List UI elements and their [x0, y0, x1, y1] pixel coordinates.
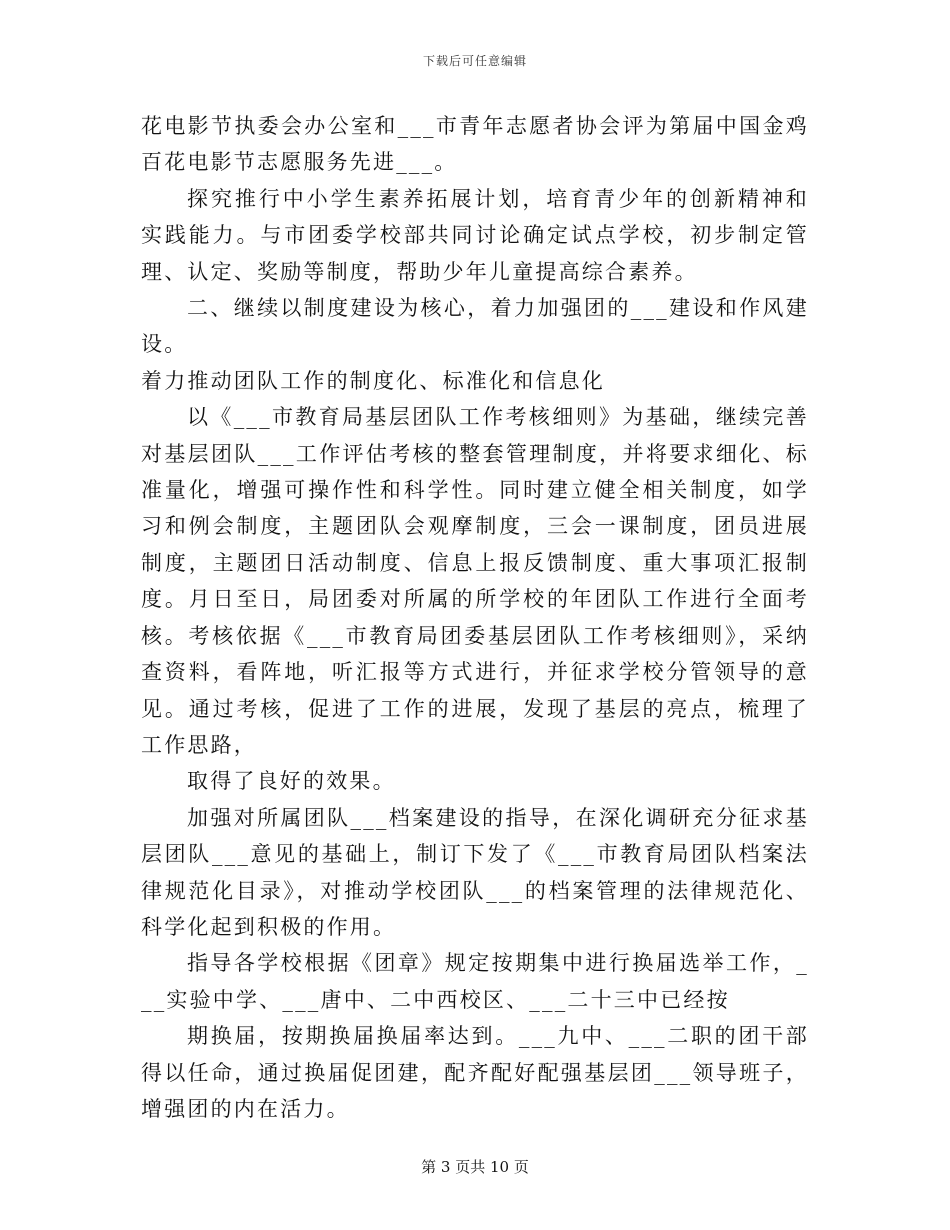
document-body — [141, 108, 809, 1127]
section-heading: 二、继续以制度建设为核心，着力加强团的___建设和作风建设。 — [141, 296, 809, 357]
paragraph: 期换届，按期换届换届率达到。___九中、___二职的团干部得以任命，通过换届促团建，配齐配好配强基层团___领导班子，增强团的内在活力。 — [141, 1024, 809, 1121]
paragraph: 取得了良好的效果。 — [187, 769, 396, 794]
paragraph: 加强对所属团队___档案建设的指导，在深化调研充分征求基层团队___意见的基础上，制订下发了《___市教育局团队档案法律规范化目录》，对推动学校团队___的档案管理的法律规范化、科学化起到积极的作用。 — [141, 805, 809, 939]
page-header-note: 下载后可任意编辑 — [422, 54, 527, 68]
paragraph: 以《___市教育局基层团队工作考核细则》为基础，继续完善对基层团队___工作评估考核的整套管理制度，并将要求细化、标准量化，增强可操作性和科学性。同时建立健全相关制度，如学习和例会制度，主题团队会观摩制度，三会一课制度，团员进展制度，主题团日活动制度、信息上报反馈制度、重大事项汇报制度。月日至日，局团委对所属的所学校的年团队工作进行全面考核。考核依据《___市教育局团委基层团队工作考核细则》，采纳查资料，看阵地，听汇报等方式进行，并征求学校分管领导的意见。通过考核，促进了工作的进展，发现了基层的亮点，梳理了工作思路， — [141, 405, 809, 757]
paragraph: 探究推行中小学生素养拓展计划，培育青少年的创新精神和实践能力。与市团委学校部共同讨论确定试点学校，初步制定管理、认定、奖励等制度，帮助少年儿童提高综合素养。 — [141, 186, 809, 284]
page-number: 第 3 页共 10 页 — [421, 1158, 529, 1176]
paragraph: 花电影节执委会办公室和___市青年志愿者协会评为第届中国金鸡百花电影节志愿服务先进___。 — [141, 114, 809, 175]
section-subheading: 着力推动团队工作的制度化、标准化和信息化 — [141, 368, 605, 393]
paragraph: 指导各学校根据《团章》规定按期集中进行换届选举工作，___实验中学、___唐中、二中西校区、___二十三中已经按 — [141, 951, 809, 1012]
